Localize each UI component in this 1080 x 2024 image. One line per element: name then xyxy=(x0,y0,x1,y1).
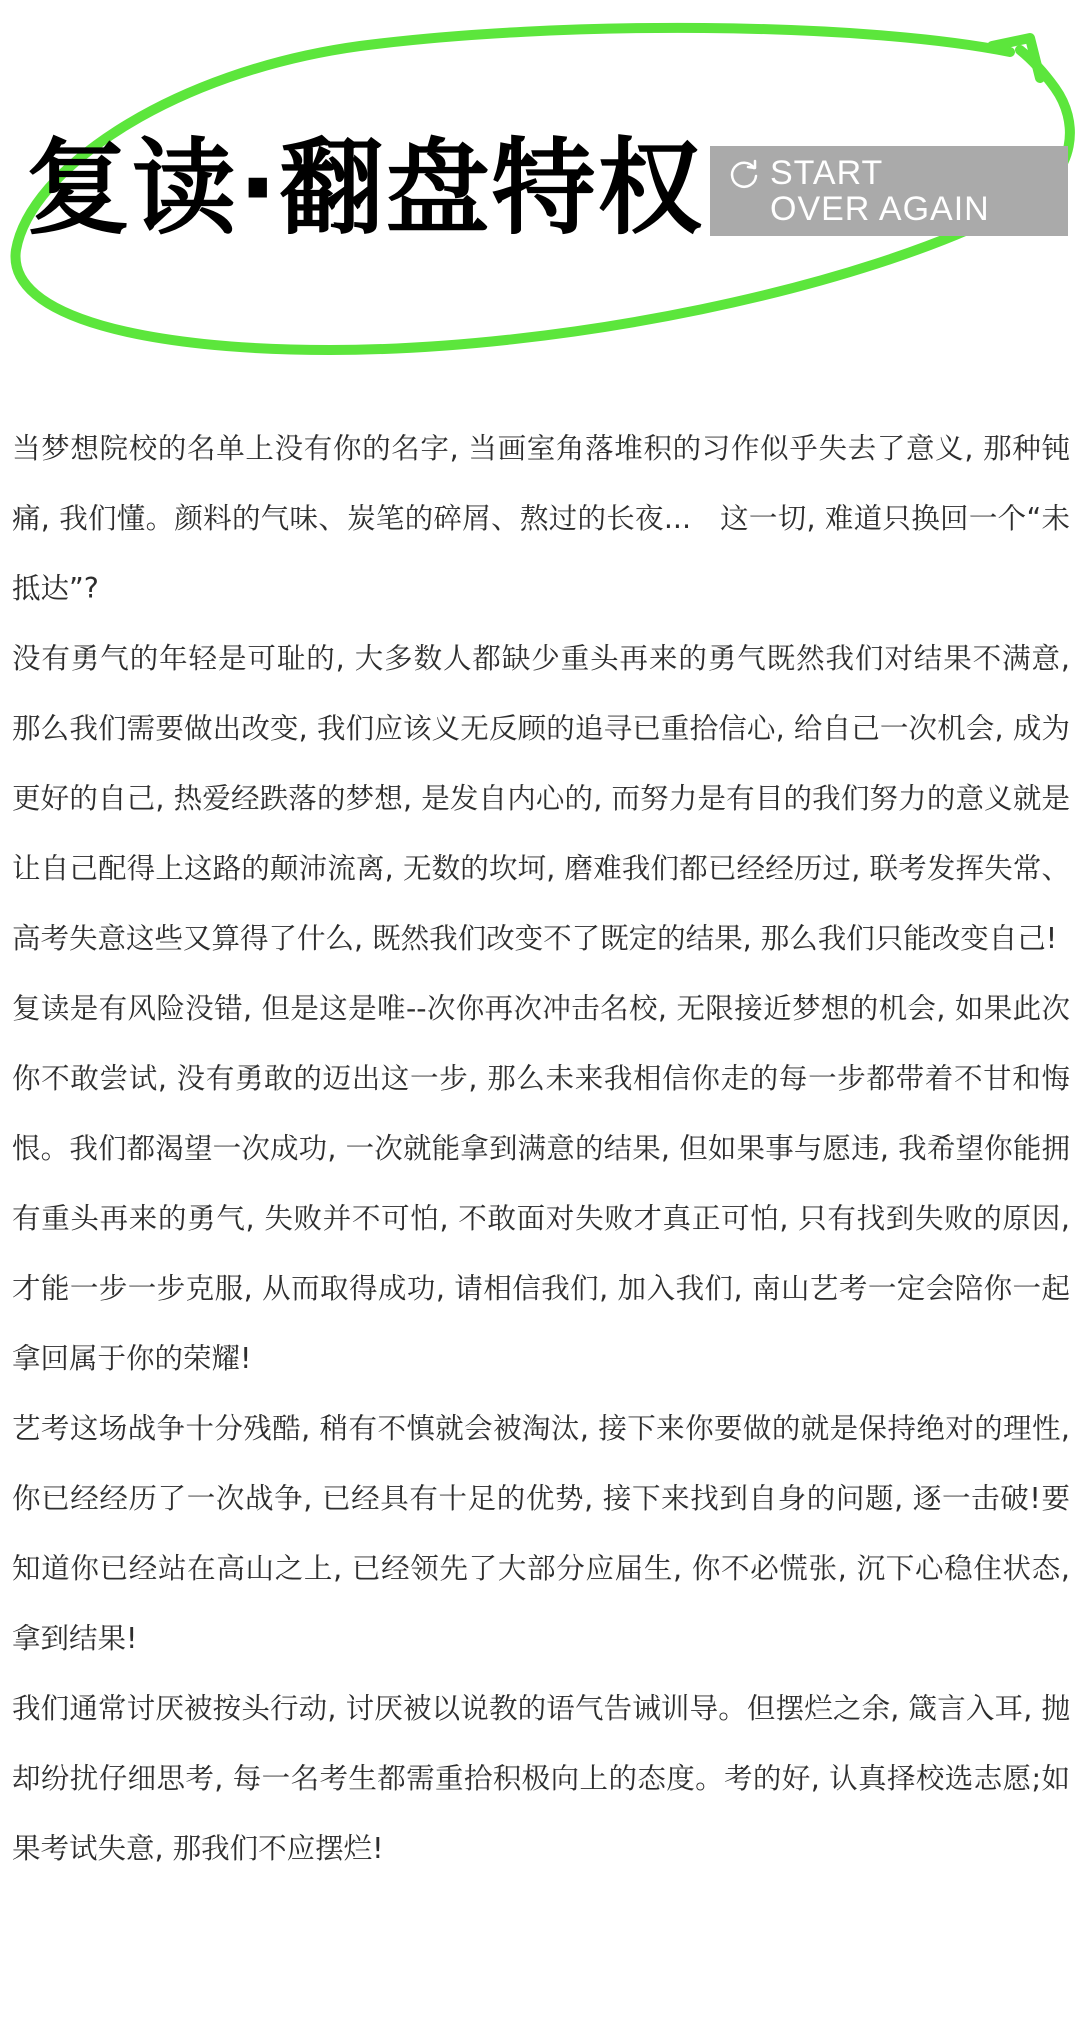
paragraph-5: 我们通常讨厌被按头行动, 讨厌被以说教的语气告诫训导。但摆烂之余, 箴言入耳, 抛却纷扰仔细思考, 每一名考生都需重拾积极向上的态度。考的好, 认真择校选志愿;如果考试失意, 那我们不应摆烂! xyxy=(12,1692,1070,1865)
paragraph-2: 没有勇气的年轻是可耻的, 大多数人都缺少重头再来的勇气既然我们对结果不满意, 那么我们需要做出改变, 我们应该义无反顾的追寻已重拾信心, 给自己一次机会, 成为更好的自己, 热爱经跌落的梦想, 是发自内心的, 而努力是有目的我们努力的意义就是让自己配得上这路的颠沛流离, 无数的坎坷, 磨难我们都已经经历过, 联考发挥失常、高考失意这些又算得了什么, 既然我们改变不了既定的结果, 那么我们只能改变自己! xyxy=(12,642,1070,955)
paragraph-1: 当梦想院校的名单上没有你的名字, 当画室角落堆积的习作似乎失去了意义, 那种钝痛, 我们懂。颜料的气味、炭笔的碎屑、熬过的长夜... 这一切, 难道只换回一个“未抵达”? xyxy=(12,432,1070,605)
badge-line-1: START xyxy=(770,154,884,192)
paragraph-3: 复读是有风险没错, 但是这是唯--次你再次冲击名校, 无限接近梦想的机会, 如果此次你不敢尝试, 没有勇敢的迈出这一步, 那么未来我相信你走的每一步都带着不甘和悔恨。我们都渴望一次成功, 一次就能拿到满意的结果, 但如果事与愿违, 我希望你能拥有重头再来的勇气, 失败并不可怕, 不敢面对失败才真正可怕, 只有找到失败的原因, 才能一步一步克服, 从而取得成功, 请相信我们, 加入我们, 南山艺考一定会陪你一起拿回属于你的荣耀! xyxy=(12,992,1070,1375)
refresh-icon xyxy=(726,156,762,192)
badge-line-2: OVER AGAIN xyxy=(770,190,990,228)
page-title: 复读·翻盘特权 xyxy=(26,127,704,249)
header xyxy=(0,0,1080,360)
paragraph-4: 艺考这场战争十分残酷, 稍有不慎就会被淘汰, 接下来你要做的就是保持绝对的理性, 你已经经历了一次战争, 已经具有十足的优势, 接下来找到自身的问题, 逐一击破!要知道你已经站在高山之上, 已经领先了大部分应届生, 你不必慌张, 沉下心稳住状态, 拿到结果! xyxy=(12,1412,1070,1655)
article-body xyxy=(12,414,1070,1884)
start-over-badge xyxy=(710,146,1068,236)
